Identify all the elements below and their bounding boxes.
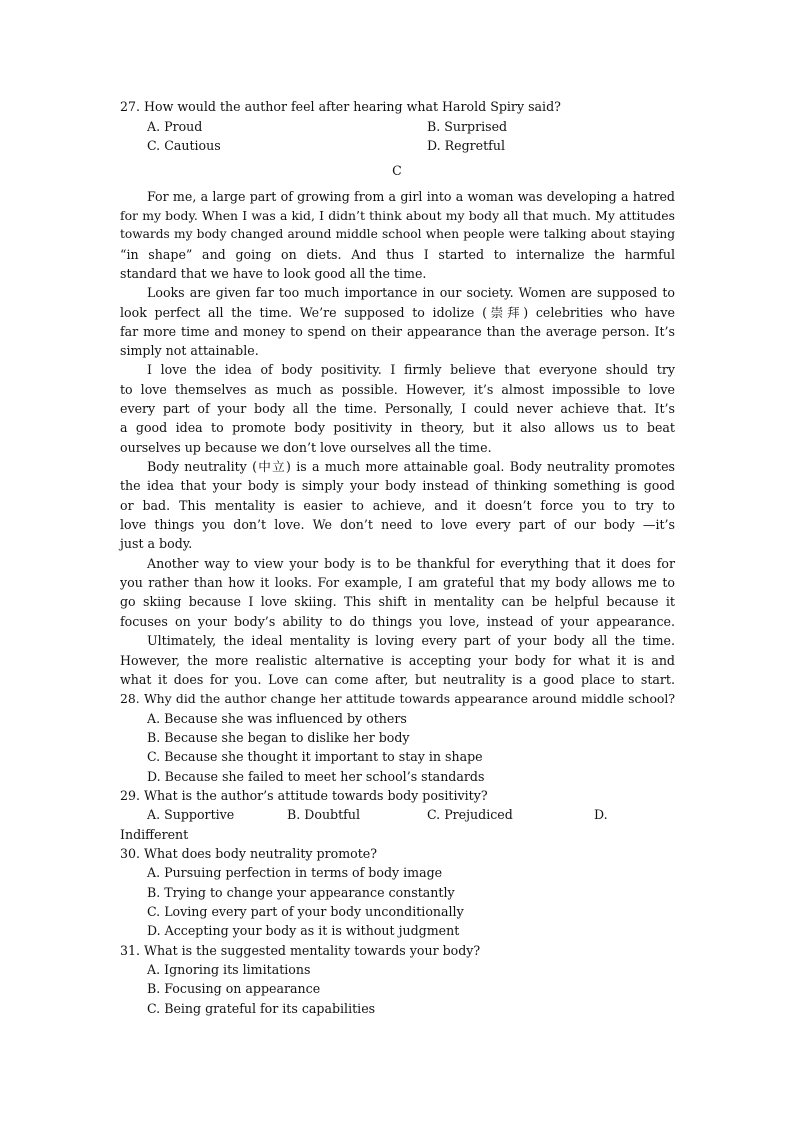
q27-option-d: D. Regretful (427, 138, 505, 153)
passage-line: a good idea to promote body positivity in theory, but it also allows us to beat (120, 420, 675, 435)
passage-line: Body neutrality (中立) is a much more attainable goal. Body neutrality promotes (147, 459, 675, 474)
passage-line: focuses on your body’s ability to do things you love, instead of your appearance. (120, 614, 675, 629)
passage-line: or bad. This mentality is easier to achieve, and it doesn’t force you to try to (120, 498, 675, 513)
passage-line: ourselves up because we don’t love ourselves all the time. (120, 440, 492, 455)
passage-line: For me, a large part of growing from a girl into a woman was developing a hatred (147, 189, 675, 204)
passage-line: the idea that your body is simply your body instead of thinking something is good (120, 478, 675, 493)
q29-stem: 29. What is the author’s attitude towards body positivity? (120, 788, 488, 803)
passage-line: you rather than how it looks. For example, I am grateful that my body allows me to (120, 575, 675, 590)
q31-option-c: C. Being grateful for its capabilities (147, 1001, 376, 1016)
passage-line: look perfect all the time. We’re supposed to idolize (崇拜) celebrities who have (120, 305, 675, 320)
q28-option-a: A. Because she was influenced by others (147, 711, 407, 726)
q30-option-a: A. Pursuing perfection in terms of body image (147, 865, 443, 880)
q31-option-a: A. Ignoring its limitations (147, 962, 311, 977)
q29-option-a: A. Supportive (147, 807, 235, 822)
passage-line: every part of your body all the time. Personally, I could never achieve that. It’s (120, 401, 675, 416)
passage-line: Another way to view your body is to be thankful for everything that it does for (147, 556, 675, 571)
q27-option-b: B. Surprised (427, 119, 508, 134)
passage-line: far more time and money to spend on their appearance than the average person. It’s (120, 324, 675, 339)
q28-stem: 28. Why did the author change her attitude towards appearance around middle school? (120, 691, 675, 706)
q27-option-a: A. Proud (147, 119, 203, 134)
q29-option-b: B. Doubtful (287, 807, 360, 822)
q29-option-d-text: Indifferent (120, 827, 189, 842)
section-label: C (392, 163, 402, 178)
passage-line: what it does for you. Love can come after, but neutrality is a good place to start. (120, 672, 675, 687)
passage-line: towards my body changed around middle school when people were talking about staying (120, 227, 675, 241)
passage-line: to love themselves as much as possible. However, it’s almost impossible to love (120, 382, 675, 397)
q31-stem: 31. What is the suggested mentality towards your body? (120, 943, 481, 958)
q27-option-c: C. Cautious (147, 138, 221, 153)
passage-line: Looks are given far too much importance in our society. Women are supposed to (147, 285, 675, 300)
q27-stem: 27. How would the author feel after hearing what Harold Spiry said? (120, 99, 561, 114)
passage-line: “in shape” and going on diets. And thus I started to internalize the harmful (120, 247, 675, 262)
passage-line: love things you don’t love. We don’t need to love every part of our body —it’s (120, 517, 675, 532)
passage-line: go skiing because I love skiing. This shift in mentality can be helpful because it (120, 594, 675, 609)
q29-option-c: C. Prejudiced (427, 807, 513, 822)
passage-line: standard that we have to look good all the time. (120, 266, 427, 281)
q30-option-d: D. Accepting your body as it is without judgment (147, 923, 460, 938)
passage-line: simply not attainable. (120, 343, 259, 358)
q28-option-b: B. Because she began to dislike her body (147, 730, 410, 745)
passage-line: just a body. (120, 536, 193, 551)
passage-line: However, the more realistic alternative is accepting your body for what it is and (120, 653, 675, 668)
q28-option-c: C. Because she thought it important to stay in shape (147, 749, 483, 764)
passage-line: I love the idea of body positivity. I firmly believe that everyone should try (147, 362, 675, 377)
q30-option-c: C. Loving every part of your body unconditionally (147, 904, 464, 919)
passage-line: Ultimately, the ideal mentality is loving every part of your body all the time. (147, 633, 675, 648)
q27-options-row2 (147, 136, 675, 155)
q30-option-b: B. Trying to change your appearance constantly (147, 885, 455, 900)
q27-options-row1 (147, 117, 675, 136)
passage-line: for my body. When I was a kid, I didn’t think about my body all that much. My attitudes (120, 208, 675, 223)
q29-option-d: D. (594, 807, 608, 822)
q31-option-b: B. Focusing on appearance (147, 981, 321, 996)
q30-stem: 30. What does body neutrality promote? (120, 846, 377, 861)
q28-option-d: D. Because she failed to meet her school’s standards (147, 769, 485, 784)
